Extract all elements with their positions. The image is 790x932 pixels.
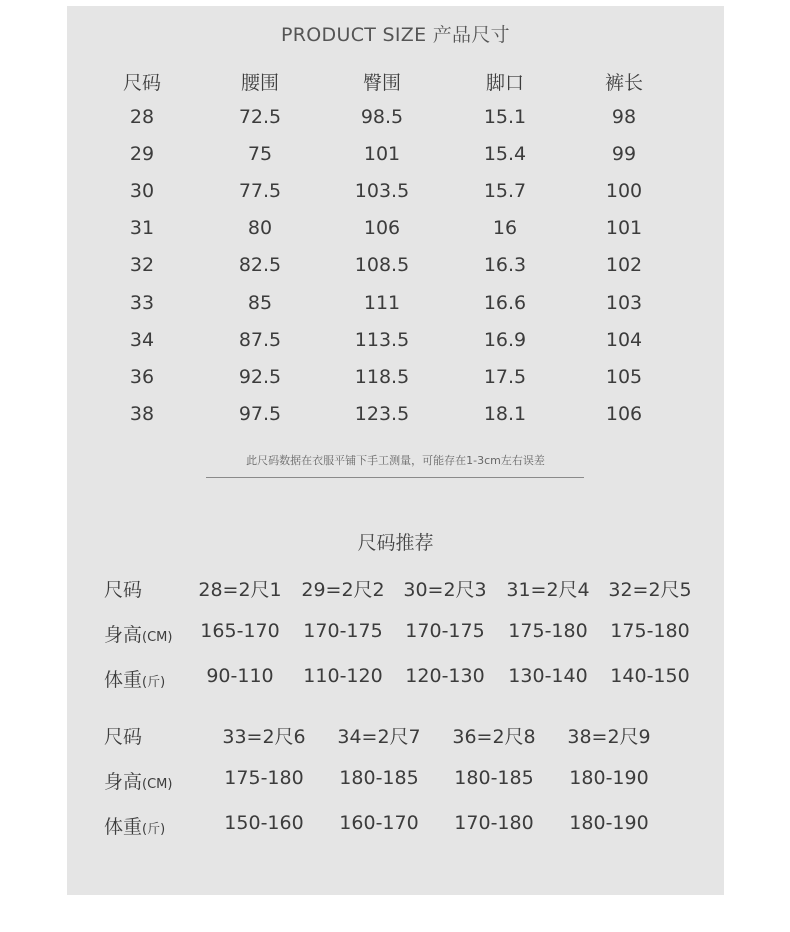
size-value: 31=2尺4 [506,579,590,601]
height-value: 175-180 [610,620,690,642]
weight-label: 体重(斤) [104,669,166,691]
table-cell: 28 [129,106,155,128]
size-value: 33=2尺6 [222,726,306,748]
table-cell: 92.5 [238,365,282,388]
table-cell: 106 [363,217,401,240]
height-value: 175-180 [508,620,588,642]
weight-label: 体重(斤) [104,816,166,838]
table-cell: 82.5 [238,254,282,277]
table-cell: 36 [129,365,155,388]
height-value: 170-175 [405,620,485,642]
table-cell: 99 [611,143,637,166]
table-header-cell: 脚口 [485,72,524,94]
table-cell: 15.4 [483,143,527,166]
size-value: 30=2尺3 [403,579,487,601]
size-value: 28=2尺1 [198,579,282,601]
table-cell: 16.9 [483,328,527,351]
weight-value: 90-110 [206,665,274,687]
size-chart-panel [67,6,724,895]
table-cell: 72.5 [238,106,282,128]
size-value: 32=2尺5 [608,579,692,601]
table-cell: 15.1 [483,106,527,128]
recommend-title: 尺码推荐 [357,532,434,554]
table-cell: 15.7 [483,180,527,203]
table-cell: 97.5 [238,402,282,425]
table-cell: 16 [492,217,518,240]
table-cell: 102 [605,254,643,277]
table-cell: 118.5 [354,365,410,388]
height-value: 165-170 [200,620,280,642]
weight-value: 140-150 [610,665,690,687]
table-cell: 34 [129,328,155,351]
table-header-cell: 腰围 [240,72,279,94]
weight-value: 150-160 [224,812,304,834]
table-cell: 16.6 [483,291,527,314]
table-cell: 77.5 [238,180,282,203]
size-value: 29=2尺2 [301,579,385,601]
table-cell: 85 [247,291,273,314]
table-cell: 29 [129,143,155,166]
table-cell: 16.3 [483,254,527,277]
weight-value: 110-120 [303,665,383,687]
table-cell: 17.5 [483,365,527,388]
table-cell: 38 [129,402,155,425]
weight-value: 120-130 [405,665,485,687]
table-cell: 100 [605,180,643,203]
size-value: 36=2尺8 [452,726,536,748]
table-cell: 18.1 [483,402,527,425]
weight-value: 130-140 [508,665,588,687]
table-header-cell: 臀围 [362,72,401,94]
height-value: 175-180 [224,767,304,789]
measurement-note: 此尺码数据在衣服平铺下手工测量，可能存在1-3cm左右误差 [246,454,545,467]
height-value: 180-185 [339,767,419,789]
table-cell: 32 [129,254,155,277]
table-cell: 108.5 [354,254,410,277]
height-label: 身高(CM) [104,624,173,646]
table-cell: 105 [605,365,643,388]
table-cell: 106 [605,402,643,425]
weight-value: 180-190 [569,812,649,834]
table-header-cell: 裤长 [604,72,643,94]
table-cell: 98.5 [360,106,404,128]
table-cell: 123.5 [354,402,410,425]
table-cell: 113.5 [354,328,410,351]
table-cell: 101 [363,143,401,166]
height-value: 180-185 [454,767,534,789]
table-cell: 87.5 [238,328,282,351]
table-cell: 103.5 [354,180,410,203]
height-value: 170-175 [303,620,383,642]
table-cell: 30 [129,180,155,203]
table-cell: 98 [611,106,637,128]
size-value: 34=2尺7 [337,726,421,748]
table-cell: 80 [247,217,273,240]
height-label: 身高(CM) [104,771,173,793]
table-cell: 31 [129,217,155,240]
table-cell: 111 [363,291,401,314]
table-cell: 104 [605,328,643,351]
table-cell: 101 [605,217,643,240]
weight-value: 160-170 [339,812,419,834]
height-value: 180-190 [569,767,649,789]
size-label: 尺码 [104,579,143,601]
weight-value: 170-180 [454,812,534,834]
table-cell: 103 [605,291,643,314]
table-cell: 75 [247,143,273,166]
page-title: PRODUCT SIZE 产品尺寸 [281,24,510,46]
table-cell: 33 [129,291,155,314]
table-header-cell: 尺码 [122,72,161,94]
divider [206,477,584,478]
size-value: 38=2尺9 [567,726,651,748]
size-label: 尺码 [104,726,143,748]
